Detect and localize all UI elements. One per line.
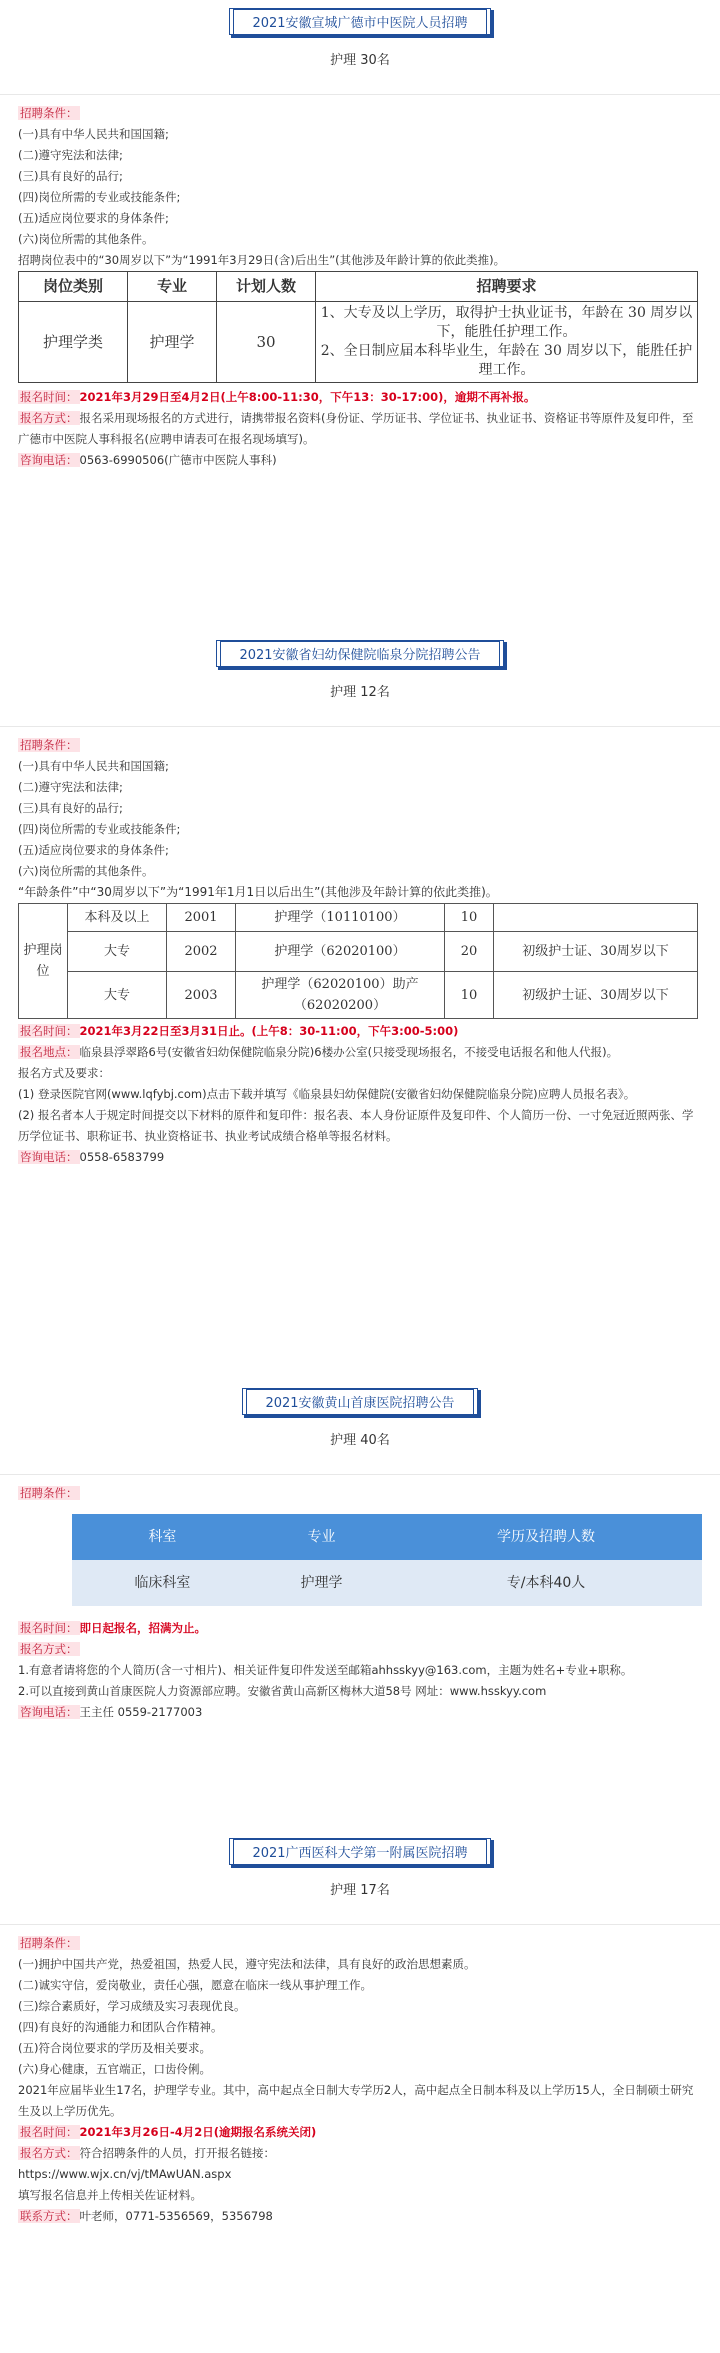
table-cell: 2002: [167, 932, 236, 972]
cond-item: (一)拥护中国共产党，热爱祖国，热爱人民，遵守宪法和法律，具有良好的政治思想素质。: [18, 1957, 476, 1971]
cond-label: 招聘条件：: [20, 738, 78, 752]
section-title-box: [229, 1838, 490, 1865]
table-cell-requirements: [316, 302, 698, 383]
table-cell: 专/本科40人: [390, 1560, 702, 1606]
cond-item: (二)遵守宪法和法律;: [18, 148, 123, 162]
phone-label: 咨询电话：: [20, 1705, 78, 1719]
cond-label: 招聘条件：: [20, 106, 78, 120]
cond-item: (三)综合素质好，学习成绩及实习表现优良。: [18, 1999, 246, 2013]
time-label: 报名时间：: [20, 1621, 78, 1635]
method-title: 报名方式及要求：: [18, 1066, 110, 1080]
table-cell: 20: [445, 932, 494, 972]
table-header: 招聘要求: [316, 272, 698, 302]
section-content: [0, 1924, 720, 2227]
table-cell: 本科及以上: [68, 904, 167, 932]
phone-label: 咨询电话：: [20, 453, 78, 467]
contact-label: 联系方式：: [20, 2209, 78, 2223]
cond-label: 招聘条件：: [20, 1936, 78, 1950]
table-cell: 护理学（62020100）: [236, 932, 445, 972]
method-item: (2) 报名者本人于规定时间提交以下材料的原件和复印件：报名表、本人身份证原件及复印件、个人简历一份、一寸免冠近照两张、学历学位证书、职称证书、执业资格证书、执业考试成绩合格单等报名材料。: [18, 1108, 694, 1143]
table-cell: 大专: [68, 932, 167, 972]
table-cell: 初级护士证、30周岁以下: [494, 932, 698, 972]
method-item: 2.可以直接到黄山首康医院人力资源部应聘。安徽省黄山高新区梅林大道58号 网址：www.hsskyy.com: [18, 1684, 547, 1698]
signup-time: 2021年3月22日至3月31日止。(上午8：30-11:00，下午3:00-5:00): [79, 1024, 459, 1038]
signup-time: 即日起报名，招满为止。: [79, 1621, 206, 1635]
age-note: 招聘岗位表中的“30周岁以下”为“1991年3月29日(含)后出生”(其他涉及年龄计算的依此类推)。: [18, 253, 506, 267]
job-table: [18, 903, 698, 1019]
signup-link[interactable]: https://www.wjx.cn/vj/tMAwUAN.aspx: [18, 2167, 232, 2181]
table-cell: 护理学类: [19, 302, 128, 383]
cond-item: (四)岗位所需的专业或技能条件;: [18, 190, 181, 204]
cond-item: (六)身心健康，五官端正，口齿伶俐。: [18, 2062, 211, 2076]
section-title: 2021安徽黄山首康医院招聘公告: [246, 1389, 473, 1418]
cond-item: (五)适应岗位要求的身体条件;: [18, 843, 169, 857]
signup-method: 报名采用现场报名的方式进行，请携带报名资料(身份证、学历证书、学位证书、执业证书、资格证书等原件及复印件，至广德市中医院人事科报名(应聘申请表可在报名现场填写)。: [18, 411, 694, 446]
table-cell: 10: [445, 972, 494, 1019]
section-guangxi: [0, 1838, 720, 2227]
table-cell: 护理学: [253, 1560, 390, 1606]
table-cell: 2003: [167, 972, 236, 1019]
method-item: 1.有意者请将您的个人简历(含一寸相片)、相关证件复印件发送至邮箱ahhsskyy@163.com，主题为姓名+专业+职称。: [18, 1663, 633, 1677]
signup-method: 符合招聘条件的人员，打开报名链接：: [79, 2146, 275, 2160]
table-header: 专业: [253, 1514, 390, 1560]
section-title-box: [229, 8, 490, 35]
cond-item: (六)岗位所需的其他条件。: [18, 864, 154, 878]
method-label: 报名方式：: [20, 2146, 78, 2160]
place-label: 报名地点：: [20, 1045, 78, 1059]
section-linquan: [0, 640, 720, 1168]
section-huangshan: [0, 1388, 720, 1723]
section-guangde: [0, 8, 720, 471]
table-cell: 大专: [68, 972, 167, 1019]
post-cell: 护理岗位: [19, 904, 68, 1019]
section-title: 2021安徽省妇幼保健院临泉分院招聘公告: [220, 641, 499, 670]
cond-item: (四)岗位所需的专业或技能条件;: [18, 822, 181, 836]
signup-place: 临泉县浮翠路6号(安徽省妇幼保健院临泉分院)6楼办公室(只接受现场报名，不接受电话报名和他人代报)。: [79, 1045, 619, 1059]
cond-item: (四)有良好的沟通能力和团队合作精神。: [18, 2020, 223, 2034]
requirement-item: 1、大专及以上学历，取得护士执业证书，年龄在 30 周岁以下，能胜任护理工作。: [320, 305, 693, 340]
cond-item: (六)岗位所需的其他条件。: [18, 232, 154, 246]
section-title-box: [242, 1388, 477, 1415]
table-cell: [494, 904, 698, 932]
table-cell: 初级护士证、30周岁以下: [494, 972, 698, 1019]
upload-note: 填写报名信息并上传相关佐证材料。: [18, 2188, 202, 2202]
phone: 0558-6583799: [79, 1150, 165, 1164]
table-cell: 临床科室: [72, 1560, 253, 1606]
cond-item: (二)遵守宪法和法律;: [18, 780, 123, 794]
method-label: 报名方式：: [20, 411, 78, 425]
table-cell: 10: [445, 904, 494, 932]
method-label: 报名方式：: [20, 1642, 78, 1656]
table-cell: 护理学（62020100）助产（62020200）: [236, 972, 445, 1019]
cond-item: (二)诚实守信，爱岗敬业，责任心强，愿意在临床一线从事护理工作。: [18, 1978, 372, 1992]
cond-item: (一)具有中华人民共和国国籍;: [18, 127, 169, 141]
signup-time: 2021年3月29日至4月2日(上午8:00-11:30，下午13：30-17:00)，逾期不再补报。: [79, 390, 536, 404]
position-count: 护理 30名: [330, 53, 390, 68]
cond-item: (一)具有中华人民共和国国籍;: [18, 759, 169, 773]
time-label: 报名时间：: [20, 390, 78, 404]
table-header: 科室: [72, 1514, 253, 1560]
contact: 叶老师，0771-5356569，5356798: [79, 2209, 273, 2223]
table-cell: 30: [217, 302, 316, 383]
signup-time: 2021年3月26日-4月2日(逾期报名系统关闭): [79, 2125, 317, 2139]
table-cell: 护理学（10110100）: [236, 904, 445, 932]
time-label: 报名时间：: [20, 1024, 78, 1038]
position-count: 护理 12名: [330, 685, 390, 700]
phone-label: 咨询电话：: [20, 1150, 78, 1164]
age-note: “年龄条件”中“30周岁以下”为“1991年1月1日以后出生”(其他涉及年龄计算的依此类推)。: [18, 885, 498, 899]
section-title: 2021广西医科大学第一附属医院招聘: [233, 1839, 486, 1868]
cond-item: (三)具有良好的品行;: [18, 801, 123, 815]
phone: 王主任 0559-2177003: [79, 1705, 203, 1719]
position-count: 护理 17名: [330, 1883, 390, 1898]
section-title-box: [216, 640, 503, 667]
cond-item: (三)具有良好的品行;: [18, 169, 123, 183]
section-content: [0, 94, 720, 471]
section-title: 2021安徽宣城广德市中医院人员招聘: [233, 9, 486, 38]
position-count: 护理 40名: [330, 1433, 390, 1448]
cond-item: (五)符合岗位要求的学历及相关要求。: [18, 2041, 211, 2055]
job-table: [18, 271, 698, 383]
table-header: 计划人数: [217, 272, 316, 302]
table-header: 专业: [128, 272, 217, 302]
table-cell: 2001: [167, 904, 236, 932]
cond-label: 招聘条件：: [20, 1486, 78, 1500]
phone: 0563-6990506(广德市中医院人事科): [79, 453, 277, 467]
table-header: 岗位类别: [19, 272, 128, 302]
requirement-item: 2、全日制应届本科毕业生，年龄在 30 周岁以下，能胜任护理工作。: [320, 343, 693, 378]
table-header: 学历及招聘人数: [390, 1514, 702, 1560]
table-cell: 护理学: [128, 302, 217, 383]
cond-item: (五)适应岗位要求的身体条件;: [18, 211, 169, 225]
job-table: [72, 1514, 702, 1606]
time-label: 报名时间：: [20, 2125, 78, 2139]
method-item: (1) 登录医院官网(www.lqfybj.com)点击下载并填写《临泉县妇幼保健院(安徽省妇幼保健院临泉分院)应聘人员报名表》。: [18, 1087, 636, 1101]
section-content: [0, 1474, 720, 1723]
note: 2021年应届毕业生17名，护理学专业。其中，高中起点全日制大专学历2人，高中起点全日制本科及以上学历15人，全日制硕士研究生及以上学历优先。: [18, 2083, 694, 2118]
section-content: [0, 726, 720, 1168]
